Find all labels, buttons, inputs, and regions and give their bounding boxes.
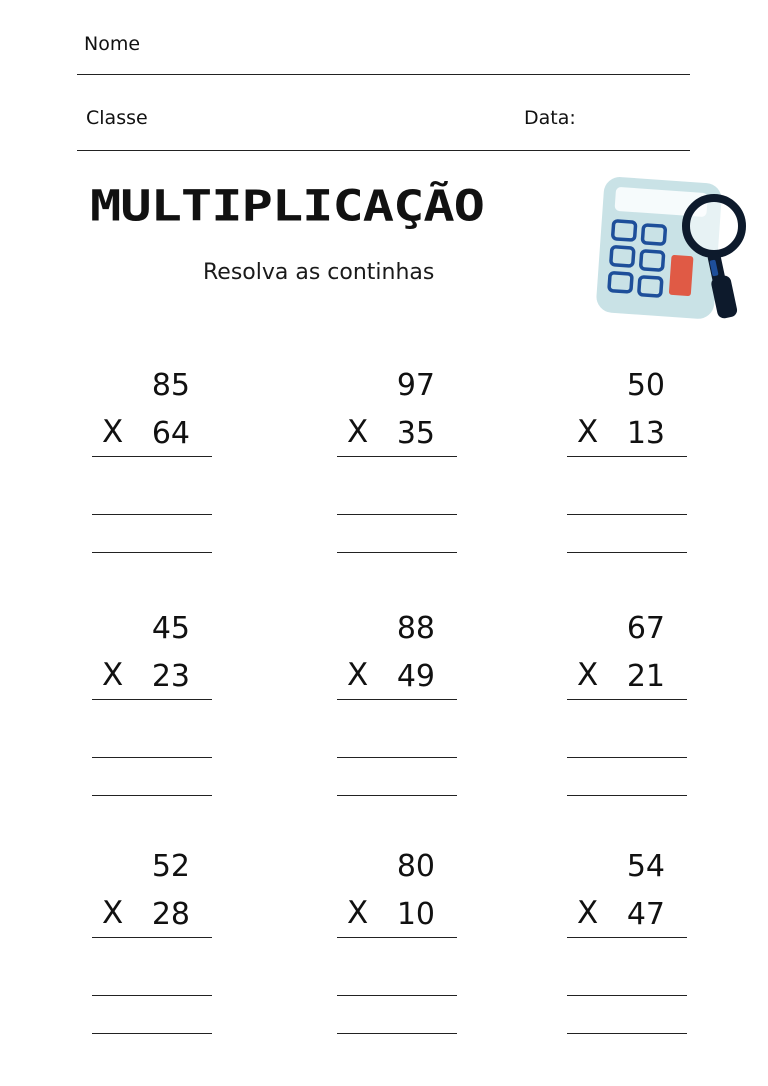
multiplier: 47: [626, 897, 665, 932]
answer-line[interactable]: [337, 552, 457, 553]
times-symbol: X: [577, 414, 599, 450]
instruction-subtitle: Resolva as continhas: [203, 260, 435, 285]
multiplier: 64: [151, 416, 190, 451]
result-rule: [567, 937, 687, 938]
multiplicand: 67: [626, 611, 665, 646]
answer-line[interactable]: [567, 995, 687, 996]
result-rule: [567, 456, 687, 457]
multiplicand: 52: [151, 849, 190, 884]
problem-3: [567, 368, 687, 563]
answer-line[interactable]: [567, 552, 687, 553]
answer-line[interactable]: [337, 514, 457, 515]
multiplier: 23: [151, 659, 190, 694]
answer-line[interactable]: [567, 1033, 687, 1034]
problem-6: [567, 611, 687, 806]
result-rule: [337, 456, 457, 457]
result-rule: [567, 699, 687, 700]
answer-line[interactable]: [92, 757, 212, 758]
result-rule: [92, 456, 212, 457]
page-title: MULTIPLICAÇÃO: [90, 182, 484, 232]
answer-line[interactable]: [337, 995, 457, 996]
multiplicand: 85: [151, 368, 190, 403]
multiplicand: 45: [151, 611, 190, 646]
result-rule: [337, 699, 457, 700]
answer-line[interactable]: [92, 995, 212, 996]
times-symbol: X: [102, 895, 124, 931]
problem-5: [337, 611, 457, 806]
multiplicand: 88: [396, 611, 435, 646]
class-label: Classe: [86, 107, 148, 129]
multiplicand: 97: [396, 368, 435, 403]
calculator-icon: [590, 168, 750, 328]
times-symbol: X: [577, 895, 599, 931]
multiplier: 21: [626, 659, 665, 694]
times-symbol: X: [347, 895, 369, 931]
date-label: Data:: [524, 107, 576, 129]
times-symbol: X: [102, 657, 124, 693]
answer-line[interactable]: [337, 1033, 457, 1034]
answer-line[interactable]: [337, 757, 457, 758]
result-rule: [337, 937, 457, 938]
problem-8: [337, 849, 457, 1044]
times-symbol: X: [102, 414, 124, 450]
name-line[interactable]: [77, 74, 690, 75]
answer-line[interactable]: [92, 1033, 212, 1034]
problem-1: [92, 368, 212, 563]
answer-line[interactable]: [92, 552, 212, 553]
answer-line[interactable]: [567, 514, 687, 515]
answer-line[interactable]: [567, 757, 687, 758]
multiplicand: 80: [396, 849, 435, 884]
multiplicand: 50: [626, 368, 665, 403]
times-symbol: X: [577, 657, 599, 693]
times-symbol: X: [347, 414, 369, 450]
problem-9: [567, 849, 687, 1044]
class-date-line[interactable]: [77, 150, 690, 151]
multiplier: 35: [396, 416, 435, 451]
result-rule: [92, 937, 212, 938]
result-rule: [92, 699, 212, 700]
multiplier: 13: [626, 416, 665, 451]
answer-line[interactable]: [567, 795, 687, 796]
multiplier: 28: [151, 897, 190, 932]
name-label: Nome: [84, 33, 141, 55]
multiplicand: 54: [626, 849, 665, 884]
problem-7: [92, 849, 212, 1044]
multiplier: 49: [396, 659, 435, 694]
answer-line[interactable]: [92, 514, 212, 515]
times-symbol: X: [347, 657, 369, 693]
answer-line[interactable]: [337, 795, 457, 796]
multiplier: 10: [396, 897, 435, 932]
answer-line[interactable]: [92, 795, 212, 796]
problem-4: [92, 611, 212, 806]
problem-2: [337, 368, 457, 563]
